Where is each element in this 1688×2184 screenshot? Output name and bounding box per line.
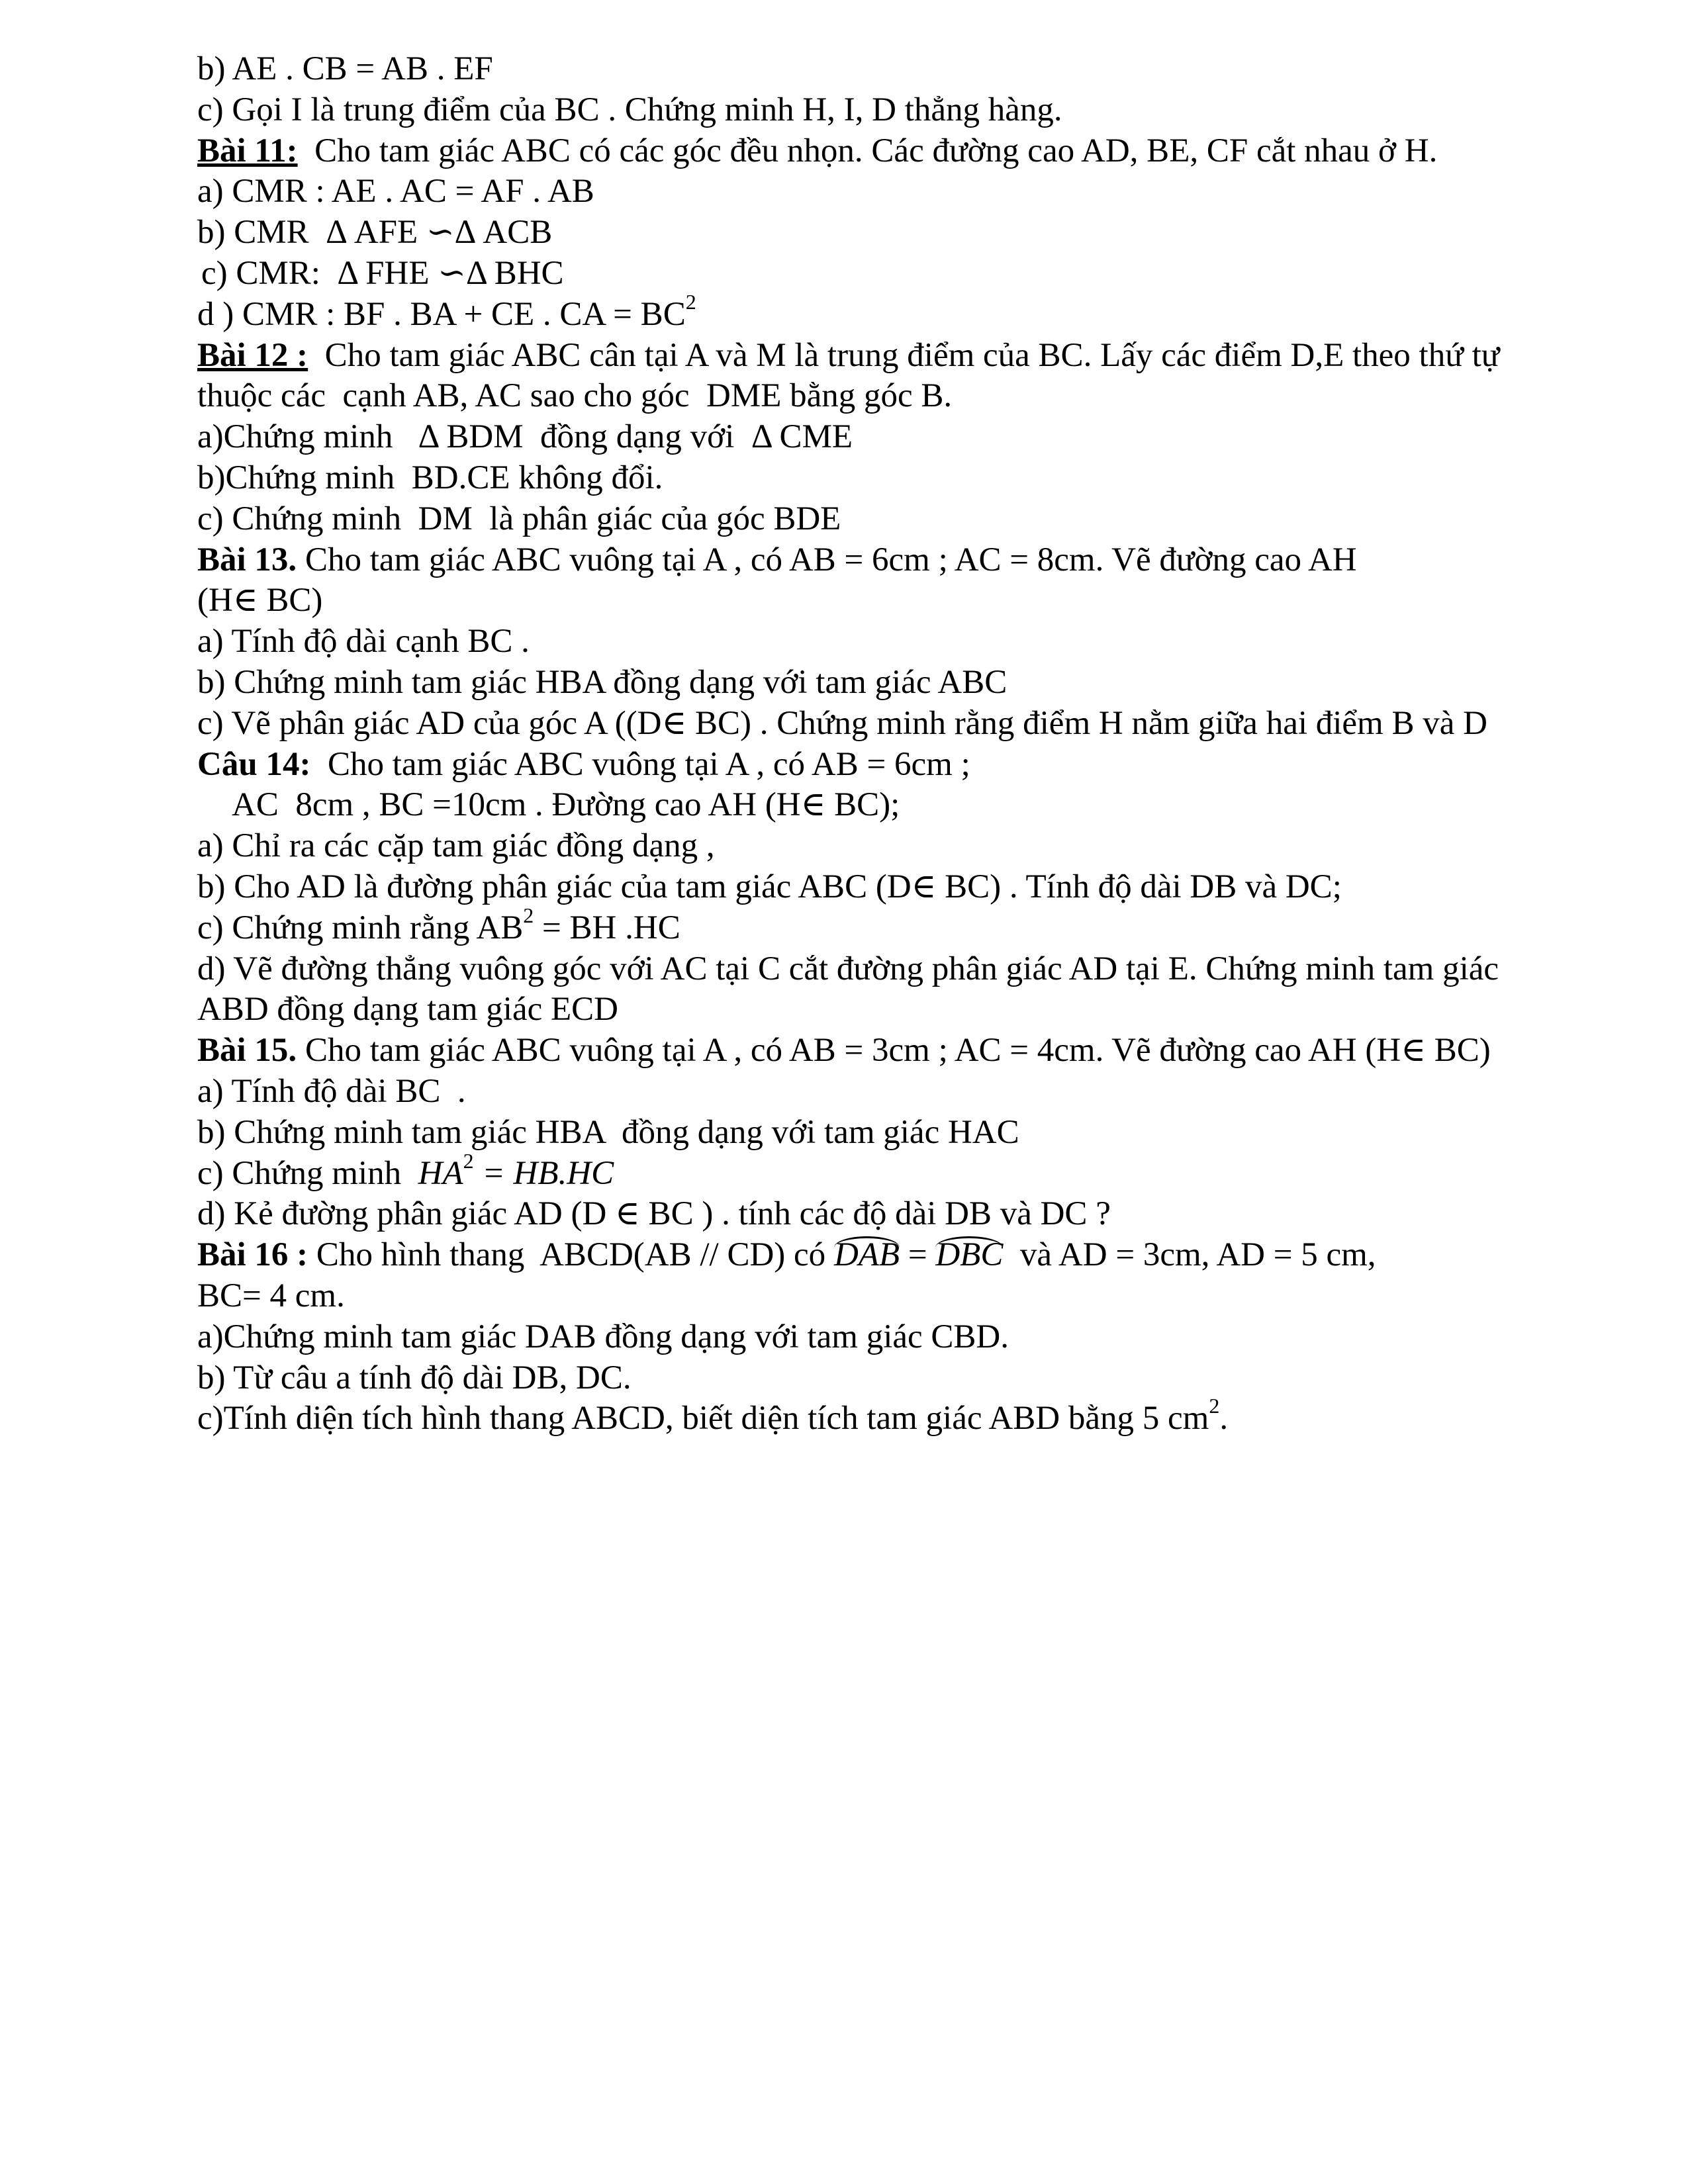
line-text: c) Chứng minh DM là phân giác của góc BDE bbox=[197, 500, 841, 537]
line-14-cont bbox=[197, 785, 1607, 826]
exercise-label: Bài 13. bbox=[197, 541, 297, 578]
line-text: Cho tam giác ABC vuông tại A , có AB = 3cm ; AC = 4cm. Vẽ đường cao AH (H∈ BC) bbox=[297, 1032, 1491, 1069]
line-11a bbox=[197, 171, 1607, 212]
line-text: c) Vẽ phân giác AD của góc A ((D∈ BC) . Chứng minh rằng điểm H nằm giữa hai điểm B và D bbox=[197, 704, 1487, 742]
superscript: 2 bbox=[463, 1148, 474, 1173]
line-text: c) Chứng minh bbox=[197, 1154, 418, 1192]
line-13-cont bbox=[197, 580, 1607, 621]
superscript: 2 bbox=[1209, 1394, 1220, 1418]
exercise-label: Bài 15. bbox=[197, 1032, 297, 1069]
line-text-after: . bbox=[1219, 1400, 1229, 1437]
line-text: (H∈ BC) bbox=[197, 582, 323, 619]
line-text: b) CMR Δ AFE ∽Δ ACB bbox=[197, 214, 553, 251]
line-text: a)Chứng minh tam giác DAB đồng dạng với tam giác CBD. bbox=[197, 1318, 1009, 1355]
line-text: a) Chỉ ra các cặp tam giác đồng dạng , bbox=[197, 827, 715, 865]
bai-15-heading bbox=[197, 1030, 1607, 1071]
line-text: c) Gọi I là trung điểm của BC . Chứng minh H, I, D thẳng hàng. bbox=[197, 91, 1062, 128]
line-12a bbox=[197, 417, 1607, 458]
line-text: Cho hình thang ABCD(AB // CD) có bbox=[308, 1236, 834, 1274]
line-text: b) Cho AD là đường phân giác của tam giác ABC (D∈ BC) . Tính độ dài DB và DC; bbox=[197, 868, 1342, 905]
line-text: d) Vẽ đường thẳng vuông góc với AC tại C cắt đường phân giác AD tại E. Chứng minh tam giác bbox=[197, 950, 1499, 987]
line-13c bbox=[197, 704, 1607, 745]
line-text: a)Chứng minh Δ BDM đồng dạng với Δ CME bbox=[197, 418, 853, 456]
line-text: a) CMR : AE . AC = AF . AB bbox=[197, 173, 594, 210]
line-11c bbox=[197, 253, 1607, 295]
line-10b bbox=[197, 49, 1607, 90]
line-text: ABD đồng dạng tam giác ECD bbox=[197, 991, 618, 1028]
line-14b bbox=[197, 867, 1607, 908]
line-15d bbox=[197, 1194, 1607, 1235]
cau-14-heading bbox=[197, 745, 1607, 786]
line-14a bbox=[197, 826, 1607, 867]
line-text: a) Tính độ dài BC . bbox=[197, 1072, 466, 1110]
line-text: b) Chứng minh tam giác HBA đồng dạng với tam giác ABC bbox=[197, 663, 1008, 701]
line-text: b)Chứng minh BD.CE không đổi. bbox=[197, 459, 663, 496]
angle-label: DAB bbox=[833, 1236, 900, 1274]
line-text: b) AE . CB = AB . EF bbox=[197, 50, 493, 87]
bai-12-heading bbox=[197, 336, 1607, 377]
line-15a bbox=[197, 1071, 1607, 1113]
exercise-label: Bài 16 : bbox=[197, 1236, 308, 1274]
bai-13-heading bbox=[197, 540, 1607, 581]
document-page bbox=[197, 49, 1607, 1439]
line-14c bbox=[197, 903, 1607, 949]
line-14d-cont bbox=[197, 989, 1607, 1030]
line-text-after: và AD = 3cm, AD = 5 cm, bbox=[1003, 1236, 1376, 1274]
exercise-label: Bài 12 : bbox=[197, 336, 308, 374]
angle-dbc bbox=[935, 1235, 1003, 1276]
line-11b bbox=[197, 212, 1607, 253]
line-text: thuộc các cạnh AB, AC sao cho góc DME bằng góc B. bbox=[197, 377, 953, 415]
math-expression-after: = HB.HC bbox=[473, 1154, 614, 1192]
line-16c bbox=[197, 1394, 1607, 1439]
line-12-cont bbox=[197, 376, 1607, 417]
line-15c bbox=[197, 1148, 1607, 1195]
line-text: d) Kẻ đường phân giác AD (D ∈ BC ) . tính các độ dài DB và DC ? bbox=[197, 1195, 1111, 1233]
superscript: 2 bbox=[685, 289, 696, 314]
line-13b bbox=[197, 662, 1607, 704]
line-text: b) Chứng minh tam giác HBA đồng dạng với tam giác HAC bbox=[197, 1113, 1019, 1151]
angle-label: DBC bbox=[935, 1236, 1004, 1274]
line-text: Cho tam giác ABC vuông tại A , có AB = 6cm ; bbox=[310, 745, 970, 783]
line-16b bbox=[197, 1358, 1607, 1399]
equals-sign: = bbox=[900, 1236, 936, 1274]
line-13a bbox=[197, 621, 1607, 662]
line-16-cont bbox=[197, 1276, 1607, 1317]
line-text: c) CMR: Δ FHE ∽Δ BHC bbox=[201, 254, 564, 292]
line-text: Cho tam giác ABC cân tại A và M là trung điểm của BC. Lấy các điểm D,E theo thứ tự bbox=[308, 336, 1500, 374]
line-12c bbox=[197, 499, 1607, 540]
line-text: Cho tam giác ABC có các góc đều nhọn. Các đường cao AD, BE, CF cắt nhau ở H. bbox=[297, 132, 1438, 169]
line-text: AC 8cm , BC =10cm . Đường cao AH (H∈ BC); bbox=[232, 786, 900, 824]
line-10c bbox=[197, 90, 1607, 131]
line-12b bbox=[197, 458, 1607, 499]
line-text: b) Từ câu a tính độ dài DB, DC. bbox=[197, 1359, 632, 1396]
line-11d bbox=[197, 289, 1607, 336]
line-text: d ) CMR : BF . BA + CE . CA = BC bbox=[197, 295, 686, 333]
line-14d bbox=[197, 949, 1607, 990]
exercise-label: Bài 11: bbox=[197, 132, 298, 169]
superscript: 2 bbox=[523, 903, 534, 927]
line-15b bbox=[197, 1113, 1607, 1154]
line-text-after: = BH .HC bbox=[534, 909, 680, 946]
line-text: BC= 4 cm. bbox=[197, 1277, 345, 1314]
angle-dab bbox=[834, 1235, 900, 1276]
line-16a bbox=[197, 1317, 1607, 1358]
line-text: c) Chứng minh rằng AB bbox=[197, 909, 524, 946]
bai-16-heading bbox=[197, 1235, 1607, 1276]
math-expression: HA bbox=[418, 1154, 463, 1192]
bai-11-heading bbox=[197, 131, 1607, 172]
line-text: c)Tính diện tích hình thang ABCD, biết diện tích tam giác ABD bằng 5 cm bbox=[197, 1400, 1209, 1437]
line-text: Cho tam giác ABC vuông tại A , có AB = 6cm ; AC = 8cm. Vẽ đường cao AH bbox=[297, 541, 1357, 578]
line-text: a) Tính độ dài cạnh BC . bbox=[197, 623, 530, 660]
exercise-label: Câu 14: bbox=[197, 745, 311, 783]
